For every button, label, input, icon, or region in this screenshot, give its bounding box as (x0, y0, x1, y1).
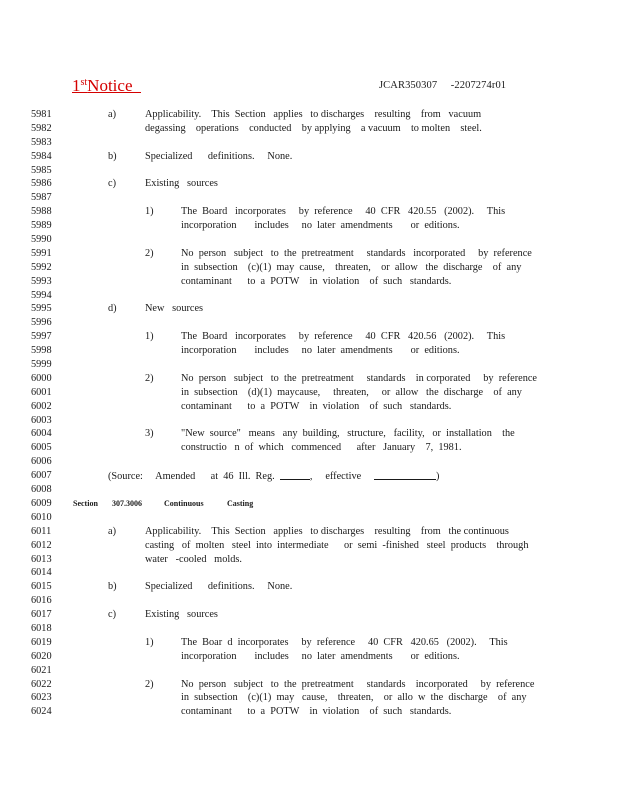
line-number: 6016 (31, 595, 52, 607)
section-label: Section (73, 498, 98, 508)
line-number: 5987 (31, 192, 52, 204)
line-text: No person subject to the pretreatment standards incorporated by reference (181, 678, 535, 690)
document-line (0, 233, 618, 247)
line-number: 5983 (31, 136, 52, 148)
document-line (0, 330, 618, 344)
paragraph-label: 1) (145, 206, 154, 218)
document-line (0, 511, 618, 525)
document-line (0, 150, 618, 164)
line-number: 5988 (31, 206, 52, 218)
line-number: 5996 (31, 317, 52, 329)
document-line (0, 302, 618, 316)
subsection-label: c) (108, 178, 116, 190)
notice-ordinal-suffix: st (80, 77, 88, 88)
line-text: in subsection (c)(1) may cause, threaten, or allow the discharge of any (181, 261, 522, 273)
document-line (0, 400, 618, 414)
line-text: "New source" means any building, structure, facility, or installation the (181, 428, 515, 440)
line-text: Specialized definitions. None. (145, 581, 293, 593)
line-text: incorporation includes no later amendments or editions. (181, 650, 460, 662)
document-line (0, 497, 618, 511)
document-line (0, 219, 618, 233)
notice-label: Notice (87, 76, 133, 95)
document-line (0, 483, 618, 497)
line-text: constructio n of which commenced after January 7, 1981. (181, 442, 462, 454)
paragraph-label: 1) (145, 636, 154, 648)
line-number: 5990 (31, 234, 52, 246)
document-line (0, 108, 618, 122)
document-line (0, 594, 618, 608)
line-text: water -cooled molds. (145, 553, 242, 565)
line-text: degassing operations conducted by applying a vacuum to molten steel. (145, 122, 482, 134)
document-line (0, 650, 618, 664)
document-line (0, 664, 618, 678)
line-text: contaminant to a POTW in violation of such standards. (181, 275, 452, 287)
document-line (0, 164, 618, 178)
line-number: 6018 (31, 622, 52, 634)
source-close: ) (436, 471, 440, 483)
document-line (0, 358, 618, 372)
document-line (0, 372, 618, 386)
subsection-label: a) (108, 525, 116, 537)
line-number: 5995 (31, 303, 52, 315)
line-number: 6010 (31, 511, 52, 523)
subsection-label: c) (108, 609, 116, 621)
subsection-label: a) (108, 109, 116, 120)
line-number: 6024 (31, 706, 52, 718)
document-line (0, 247, 618, 261)
paragraph-label: 2) (145, 247, 154, 259)
document-line (0, 177, 618, 191)
subsection-label: d) (108, 303, 117, 315)
line-number: 6019 (31, 636, 52, 648)
paragraph-label: 2) (145, 372, 154, 384)
document-line (0, 275, 618, 289)
line-number: 6009 (31, 497, 52, 509)
line-number: 6020 (31, 650, 52, 662)
line-text: incorporation includes no later amendments or editions. (181, 220, 460, 232)
notice-heading (72, 76, 141, 96)
line-number: 5981 (31, 109, 52, 120)
document-line (0, 261, 618, 275)
line-number: 6004 (31, 428, 52, 440)
document-line (0, 414, 618, 428)
line-text: The Board incorporates by reference 40 CFR 420.56 (2002). This (181, 331, 506, 343)
document-line (0, 386, 618, 400)
document-line (0, 469, 618, 483)
line-text: incorporation includes no later amendments or editions. (181, 345, 460, 357)
document-line (0, 566, 618, 580)
line-number: 5991 (31, 247, 52, 259)
line-number: 6000 (31, 372, 52, 384)
document-line (0, 539, 618, 553)
paragraph-label: 2) (145, 678, 154, 690)
line-number: 6005 (31, 442, 52, 454)
document-line (0, 553, 618, 567)
effective-date-blank (374, 469, 436, 480)
paragraph-label: 3) (145, 428, 154, 440)
document-line (0, 205, 618, 219)
document-line (0, 441, 618, 455)
section-title-word: Casting (227, 498, 254, 508)
document-id: JCAR350307 -2207274r01 (379, 80, 507, 91)
paragraph-label: 1) (145, 331, 154, 343)
document-body (0, 108, 618, 719)
line-number: 6002 (31, 400, 52, 412)
notice-number: 1 (72, 76, 81, 95)
register-page-blank (280, 469, 310, 480)
document-line (0, 705, 618, 719)
line-number: 5993 (31, 275, 52, 287)
line-text: Specialized definitions. None. (145, 150, 293, 162)
line-text: The Boar d incorporates by reference 40 CFR 420.65 (2002). This (181, 636, 508, 648)
line-number: 6012 (31, 539, 52, 551)
line-text: Applicability. This Section applies to discharges resulting from vacuum (145, 109, 482, 120)
line-text: contaminant to a POTW in violation of such standards. (181, 706, 452, 718)
line-text: No person subject to the pretreatment standards in corporated by reference (181, 372, 537, 384)
line-number: 5986 (31, 178, 52, 190)
line-text: The Board incorporates by reference 40 CFR 420.55 (2002). This (181, 206, 506, 218)
subsection-label: b) (108, 150, 117, 162)
document-line (0, 344, 618, 358)
document-line (0, 580, 618, 594)
line-number: 6006 (31, 456, 52, 468)
document-line (0, 122, 618, 136)
line-number: 6021 (31, 664, 52, 676)
line-number: 6017 (31, 609, 52, 621)
line-text: Existing sources (145, 178, 218, 190)
line-text: New sources (145, 303, 204, 315)
line-number: 5989 (31, 220, 52, 232)
line-text: in subsection (d)(1) maycause, threaten, or allow the discharge of any (181, 386, 522, 398)
line-number: 6022 (31, 678, 52, 690)
document-line (0, 455, 618, 469)
line-text: in subsection (c)(1) may cause, threaten, or allo w the discharge of any (181, 692, 527, 704)
line-number: 6011 (31, 525, 52, 537)
section-title-word: Continuous (164, 498, 204, 508)
source-effective: , effective (309, 471, 362, 483)
line-number: 5999 (31, 359, 52, 371)
source-note (108, 469, 439, 484)
document-line (0, 636, 618, 650)
line-number: 6001 (31, 386, 52, 398)
line-text: No person subject to the pretreatment standards incorporated by reference (181, 247, 532, 259)
document-line (0, 316, 618, 330)
line-number: 6003 (31, 414, 52, 426)
line-number: 5985 (31, 164, 52, 176)
line-number: 6023 (31, 692, 52, 704)
line-number: 6013 (31, 553, 52, 565)
line-number: 5982 (31, 122, 52, 134)
document-line (0, 691, 618, 705)
document-line (0, 678, 618, 692)
line-number: 6008 (31, 484, 52, 496)
document-line (0, 191, 618, 205)
line-text: contaminant to a POTW in violation of such standards. (181, 400, 452, 412)
line-text: Existing sources (145, 609, 218, 621)
source-prefix: (Source: Amended at 46 Ill. Reg. (108, 471, 275, 483)
line-number: 5992 (31, 261, 52, 273)
line-number: 6014 (31, 567, 52, 579)
line-number: 5984 (31, 150, 52, 162)
document-line (0, 608, 618, 622)
document-line (0, 427, 618, 441)
section-number: 307.3006 (112, 498, 142, 508)
document-line (0, 289, 618, 303)
line-number: 5997 (31, 331, 52, 343)
line-number: 6015 (31, 581, 52, 593)
document-line (0, 136, 618, 150)
line-number: 5998 (31, 345, 52, 357)
subsection-label: b) (108, 581, 117, 593)
document-line (0, 525, 618, 539)
line-text: casting of molten steel into intermediate or semi -finished steel products through (145, 539, 529, 551)
line-number: 6007 (31, 470, 52, 482)
line-number: 5994 (31, 289, 52, 301)
line-text: Applicability. This Section applies to discharges resulting from the continuous (145, 525, 509, 537)
document-line (0, 622, 618, 636)
